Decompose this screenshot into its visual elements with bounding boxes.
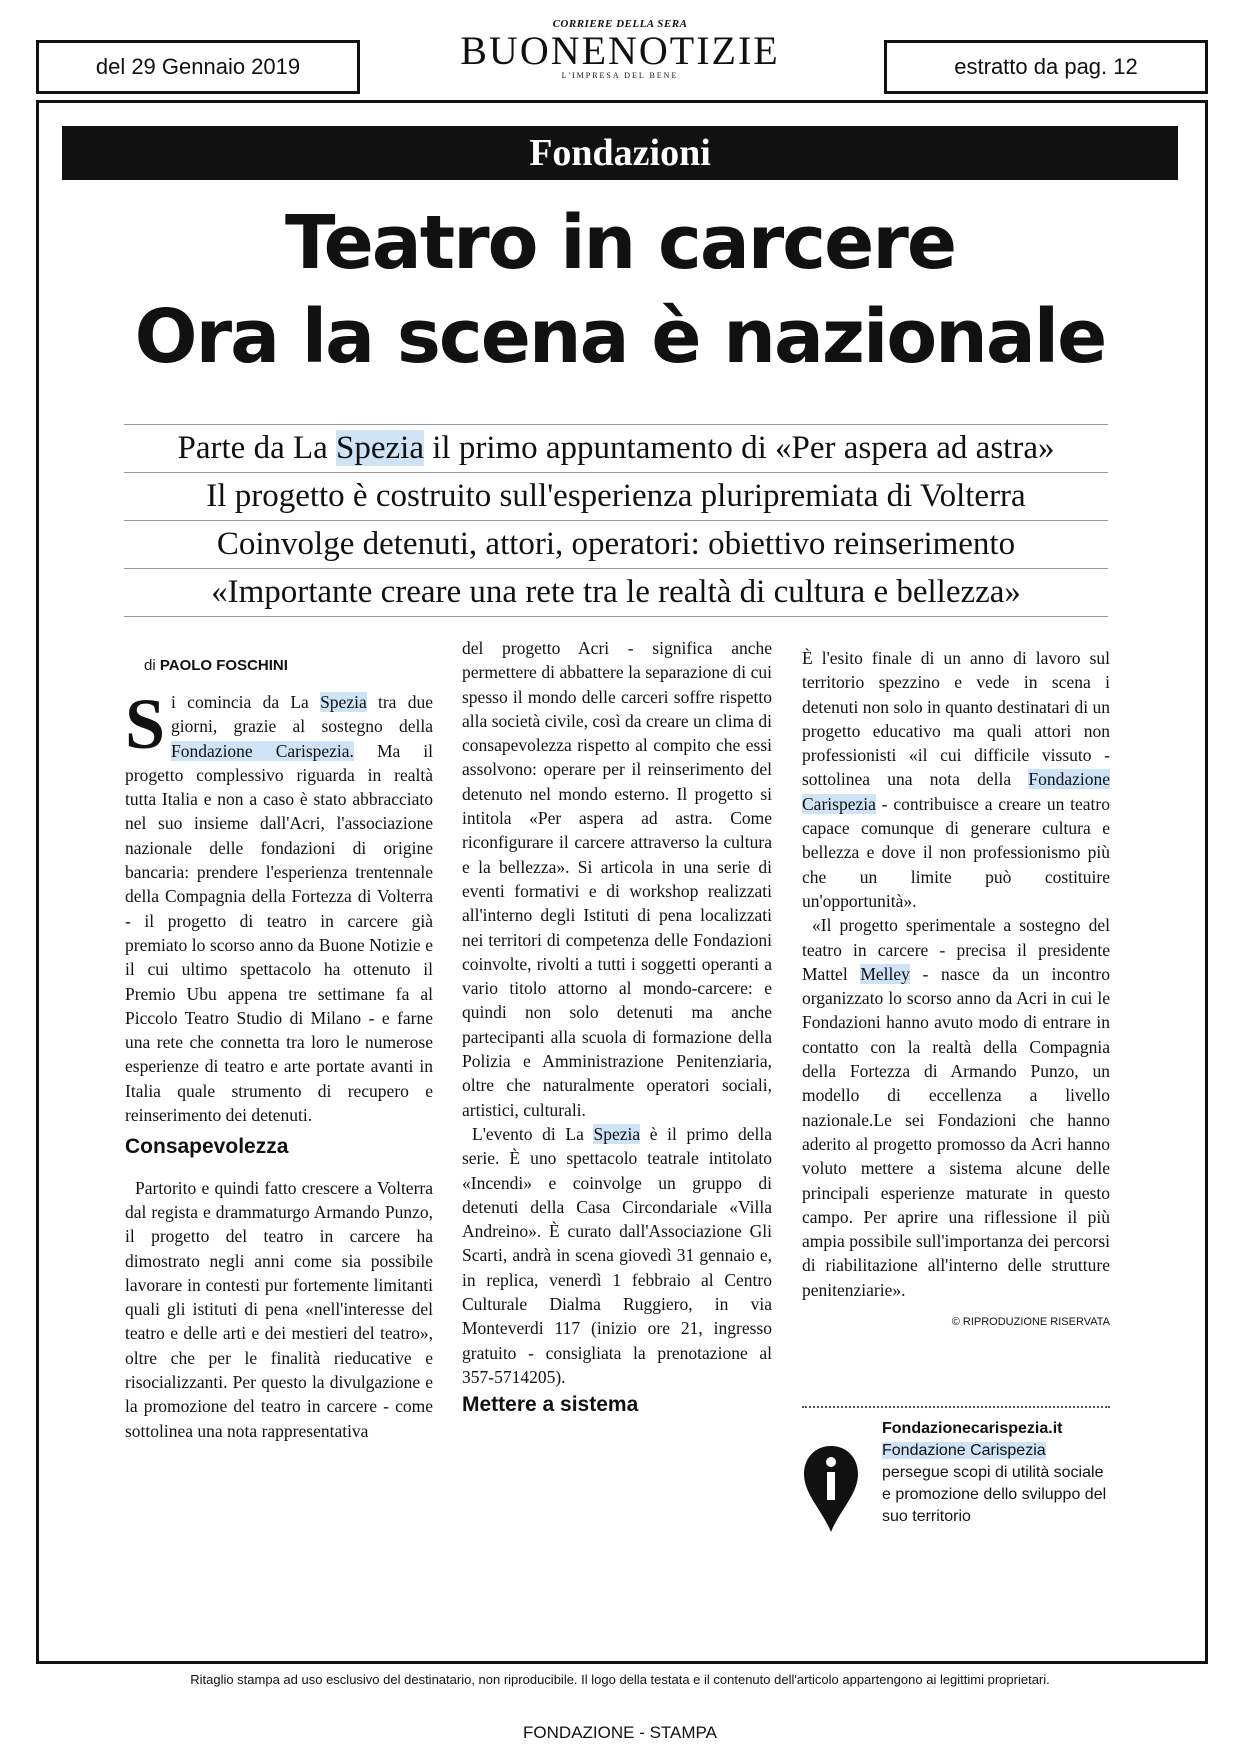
info-box	[802, 1406, 1110, 1528]
paragraph-6-part-a: «Il progetto sperimentale a sostegno del teatro in carcere - precisa il presidente Mattel	[802, 915, 1110, 984]
footer-label: FONDAZIONE - STAMPA	[523, 1723, 717, 1742]
paragraph-4-part-b: è il primo della serie. È uno spettacolo teatrale intitolato «Incendi» e coinvolge un gruppo di detenuti della Casa Circondariale «Villa Andreino». È curato dall'Associazione Gli Scarti, andrà in scena giovedì 31 gennaio e, in replica, venerdì 1 febbraio al Centro Culturale Dialma Ruggiero, in via Monteverdi 117 (inizio ore 21, ingresso gratuito - consigliata la prenotazione al 357-5714205).	[462, 1123, 772, 1387]
deck-line-1	[124, 424, 1108, 473]
section-title: Fondazioni	[529, 132, 711, 174]
info-pin-icon	[802, 1444, 860, 1534]
page-reference: estratto da pag. 12	[954, 54, 1138, 79]
masthead-top: CORRIERE DELLA SERA	[552, 18, 688, 30]
headline-line-1: Teatro in carcere	[284, 200, 956, 286]
deck-line-3: Coinvolge detenuti, attori, operatori: obiettivo reinserimento	[124, 521, 1108, 569]
info-foundation-name-text: Fondazione Carispezia	[882, 1442, 1046, 1459]
deck-line-1-part-b: il primo appuntamento di «Per aspera ad astra»	[424, 430, 1055, 466]
deck-line-1-part-a: Parte da La	[177, 430, 337, 466]
headline	[40, 196, 1200, 384]
paragraph-4-part-a: L'evento di La	[472, 1123, 594, 1144]
byline	[144, 657, 288, 674]
paragraph-1	[125, 684, 433, 1127]
paragraph-6	[802, 913, 1110, 1302]
highlight-spezia: Spezia	[336, 430, 424, 466]
paragraph-5-part-b: - contribuisce a creare un teatro capace comunque di generare cultura e bellezza e dove il non professionismo più che un limite può costituire un'opportunità».	[802, 793, 1110, 911]
paragraph-2: Partorito e quindi fatto crescere a Volterra dal regista e drammaturgo Armando Punzo, il progetto del teatro in carcere ha dimostrato negli anni come sia possibile lavorare in contesti pur fortemente limitanti quali gli istituti di pena «nell'interesse del teatro e delle arti e dei mestieri del teatro», oltre che per le finalità rieducative e risocializzanti. Per questo la divulgazione e la promozione del teatro in carcere - come sottolinea una nota rappresentativa	[125, 1177, 433, 1441]
deck-line-2: Il progetto è costruito sull'esperienza pluripremiata di Volterra	[124, 473, 1108, 521]
byline-prefix: di	[144, 657, 160, 674]
article-column-3	[802, 646, 1110, 1334]
paragraph-1-part-b: tra due giorni, grazie al sostegno della	[171, 692, 433, 737]
highlight-fondazione-carispezia: Fondazione Carispezia	[802, 769, 1110, 814]
article-column-2	[462, 636, 772, 1434]
paragraph-3: del progetto Acri - significa anche permettere di abbattere la separazione di cui spesso il mondo delle carceri soffre rispetto alla società civile, così da creare un clima di consapevolezza rispetto al compito che essi assolvono: operare per il reinserimento del detenuto nel mondo esterno. Il progetto si intitola «Per aspera ad astra. Come riconfigurare il carcere attraverso la cultura e la bellezza». Si articola in una serie di eventi formativi e di workshop realizzati all'interno degli Istituti di pena localizzati nei territori di competenza delle Fondazioni coinvolte, rivolti a tutti i soggetti operanti a vario titolo attorno al mondo-carcere: e quindi non solo detenuti ma anche partecipanti alla scuola di formazione della Polizia e Amministrazione Penitenziaria, oltre che naturalmente operatori sociali, artistici, culturali.	[462, 638, 772, 1120]
highlight-spezia: Spezia	[320, 692, 367, 712]
section-banner	[62, 126, 1178, 180]
masthead-logo	[440, 18, 800, 80]
copyright-notice: © RIPRODUZIONE RISERVATA	[951, 1316, 1110, 1329]
highlight-melley: Melley	[860, 963, 910, 984]
deck	[124, 424, 1108, 617]
article-column-1	[125, 684, 433, 1443]
paragraph-4	[462, 1122, 772, 1389]
info-text	[882, 1418, 1110, 1528]
publication-date: del 29 Gennaio 2019	[95, 54, 301, 79]
headline-line-2: Ora la scena è nazionale	[134, 294, 1106, 380]
byline-author: PAOLO FOSCHINI	[159, 657, 288, 674]
copyright-disclaimer: Ritaglio stampa ad uso esclusivo del destinatario, non riproducibile. Il logo della testata e il contenuto dell'articolo appartengono ai legittimi proprietari.	[190, 1672, 1050, 1687]
info-foundation-name	[882, 1440, 1110, 1462]
subhead-consapevolezza: Consapevolezza	[125, 1135, 289, 1159]
paragraph-5	[802, 646, 1110, 913]
deck-line-4: «Importante creare una rete tra le realtà di cultura e bellezza»	[124, 569, 1108, 617]
paragraph-1-part-c: Ma il progetto complessivo riguarda in realtà tutta Italia e non a caso è stato abbracciato nel suo insieme dall'Acri, l'associazione nazionale delle fondazioni di origine bancaria: prendere l'esperienza trentennale della Compagnia della Fortezza di Volterra - il progetto di teatro in carcere già premiato lo scorso anno da Buone Notizie e il cui ultimo spettacolo ha ottenuto il Premio Ubu appena tre settimane fa al Piccolo Teatro Studio di Milano - e farne una rete che connetta tra loro le numerose esperienze di teatro e arte portate avanti in Italia quale strumento di recupero e reinserimento dei detenuti.	[125, 740, 433, 1126]
paragraph-6-part-b: - nasce da un incontro organizzato lo scorso anno da Acri in cui le Fondazioni hanno avuto modo di entrare in contatto con la realtà della Compagnia della Fortezza di Armando Punzo, un modello di eccellenza a livello nazionale.Le sei Fondazioni che hanno aderito al progetto promosso da Acri hanno voluto mettere a sistema alcune delle principali esperienze maturate in questo campo. Per aprire una riflessione il più ampia possibile sull'importanza dei percorsi di riabilitazione all'interno delle strutture penitenziarie».	[802, 963, 1111, 1300]
info-website: Fondazionecarispezia.it	[882, 1420, 1063, 1437]
masthead-subtitle: L'IMPRESA DEL BENE	[561, 71, 679, 80]
page-reference-box	[884, 40, 1208, 94]
info-description: persegue scopi di utilità sociale e promozione dello sviluppo del suo territorio	[882, 1464, 1107, 1525]
date-box	[36, 40, 360, 94]
highlight-spezia: Spezia	[593, 1123, 641, 1144]
dropcap: S	[125, 684, 166, 764]
paragraph-1-part-a: i comincia da La	[171, 692, 321, 712]
subhead-mettere-a-sistema: Mettere a sistema	[462, 1393, 639, 1417]
highlight-fondazione-carispezia: Fondazione Carispezia.	[171, 740, 354, 761]
paragraph-5-part-a: È l'esito finale di un anno di lavoro sul territorio spezzino e vede in scena i detenuti non solo in quanto destinatari di un progetto educativo ma quali attori non professionisti «il cui difficile vissuto - sottolinea una nota della	[802, 648, 1110, 790]
masthead-title: BUONENOTIZIE	[460, 28, 780, 73]
